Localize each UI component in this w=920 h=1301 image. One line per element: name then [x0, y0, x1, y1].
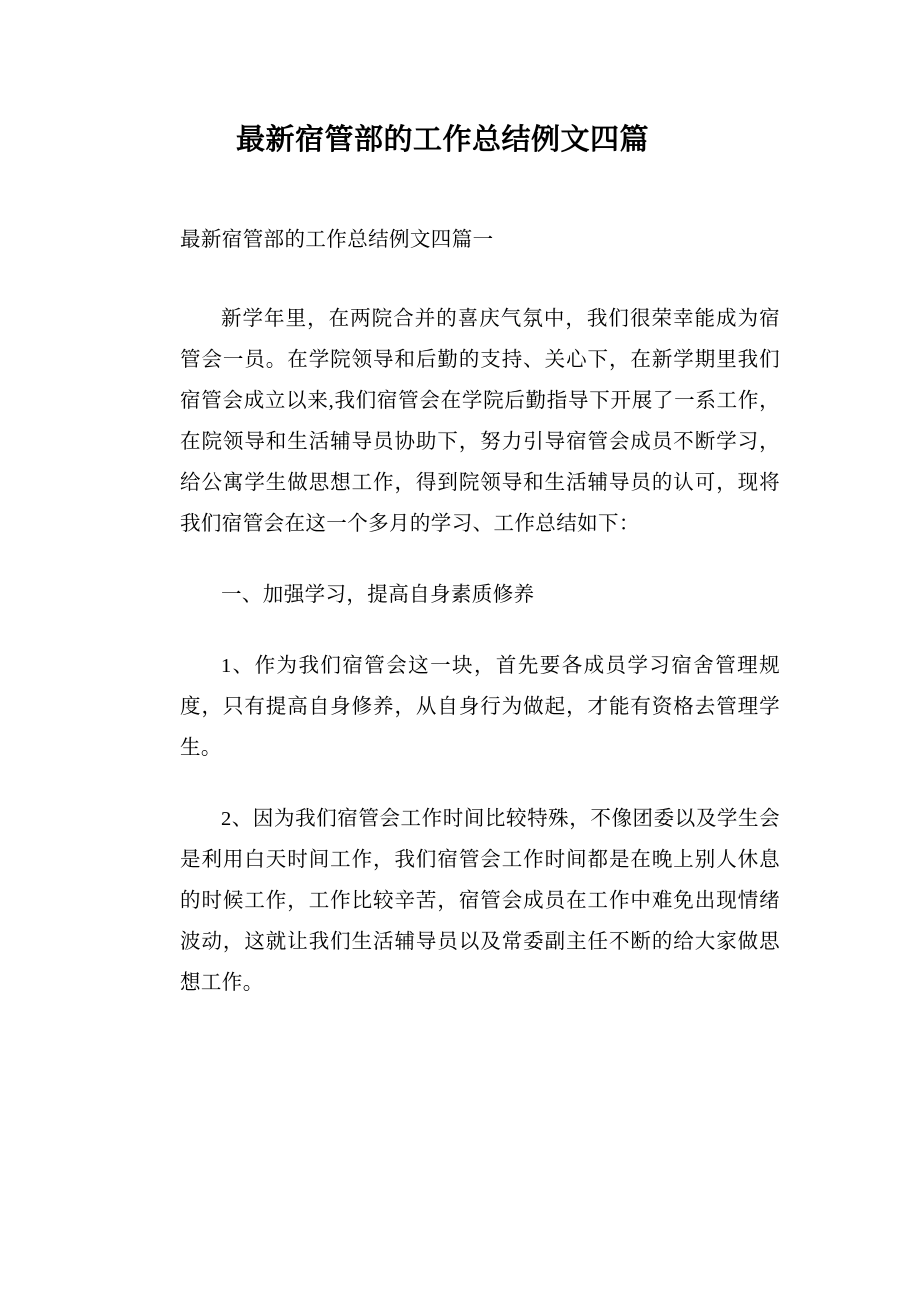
paragraph-heading-line: 最新宿管部的工作总结例文四篇一 [180, 228, 494, 251]
page-title: 最新宿管部的工作总结例文四篇 [236, 124, 650, 156]
paragraph-item-1: 1、作为我们宿管会这一块，首先要各成员学习宿舍管理规度，只有提高自身修养，从自身行为做起，才能有资格去管理学生。 [180, 654, 780, 759]
paragraph-intro: 新学年里，在两院合并的喜庆气氛中，我们很荣幸能成为宿管会一员。在学院领导和后勤的支持、关心下，在新学期里我们宿管会成立以来,我们宿管会在学院后勤指导下开展了一系工作，在院领导和生活辅导员协助下，努力引导宿管会成员不断学习，给公寓学生做思想工作，得到院领导和生活辅导员的认可，现将我们宿管会在这一个多月的学习、工作总结如下： [180, 307, 780, 535]
paragraph-item-2: 2、因为我们宿管会工作时间比较特殊，不像团委以及学生会是利用白天时间工作，我们宿管会工作时间都是在晚上别人休息的时候工作，工作比较辛苦，宿管会成员在工作中难免出现情绪波动，这就让我们生活辅导员以及常委副主任不断的给大家做思想工作。 [180, 807, 780, 994]
document-body [0, 220, 920, 1004]
paragraph-section-1: 一、加强学习，提高自身素质修养 [221, 583, 535, 606]
